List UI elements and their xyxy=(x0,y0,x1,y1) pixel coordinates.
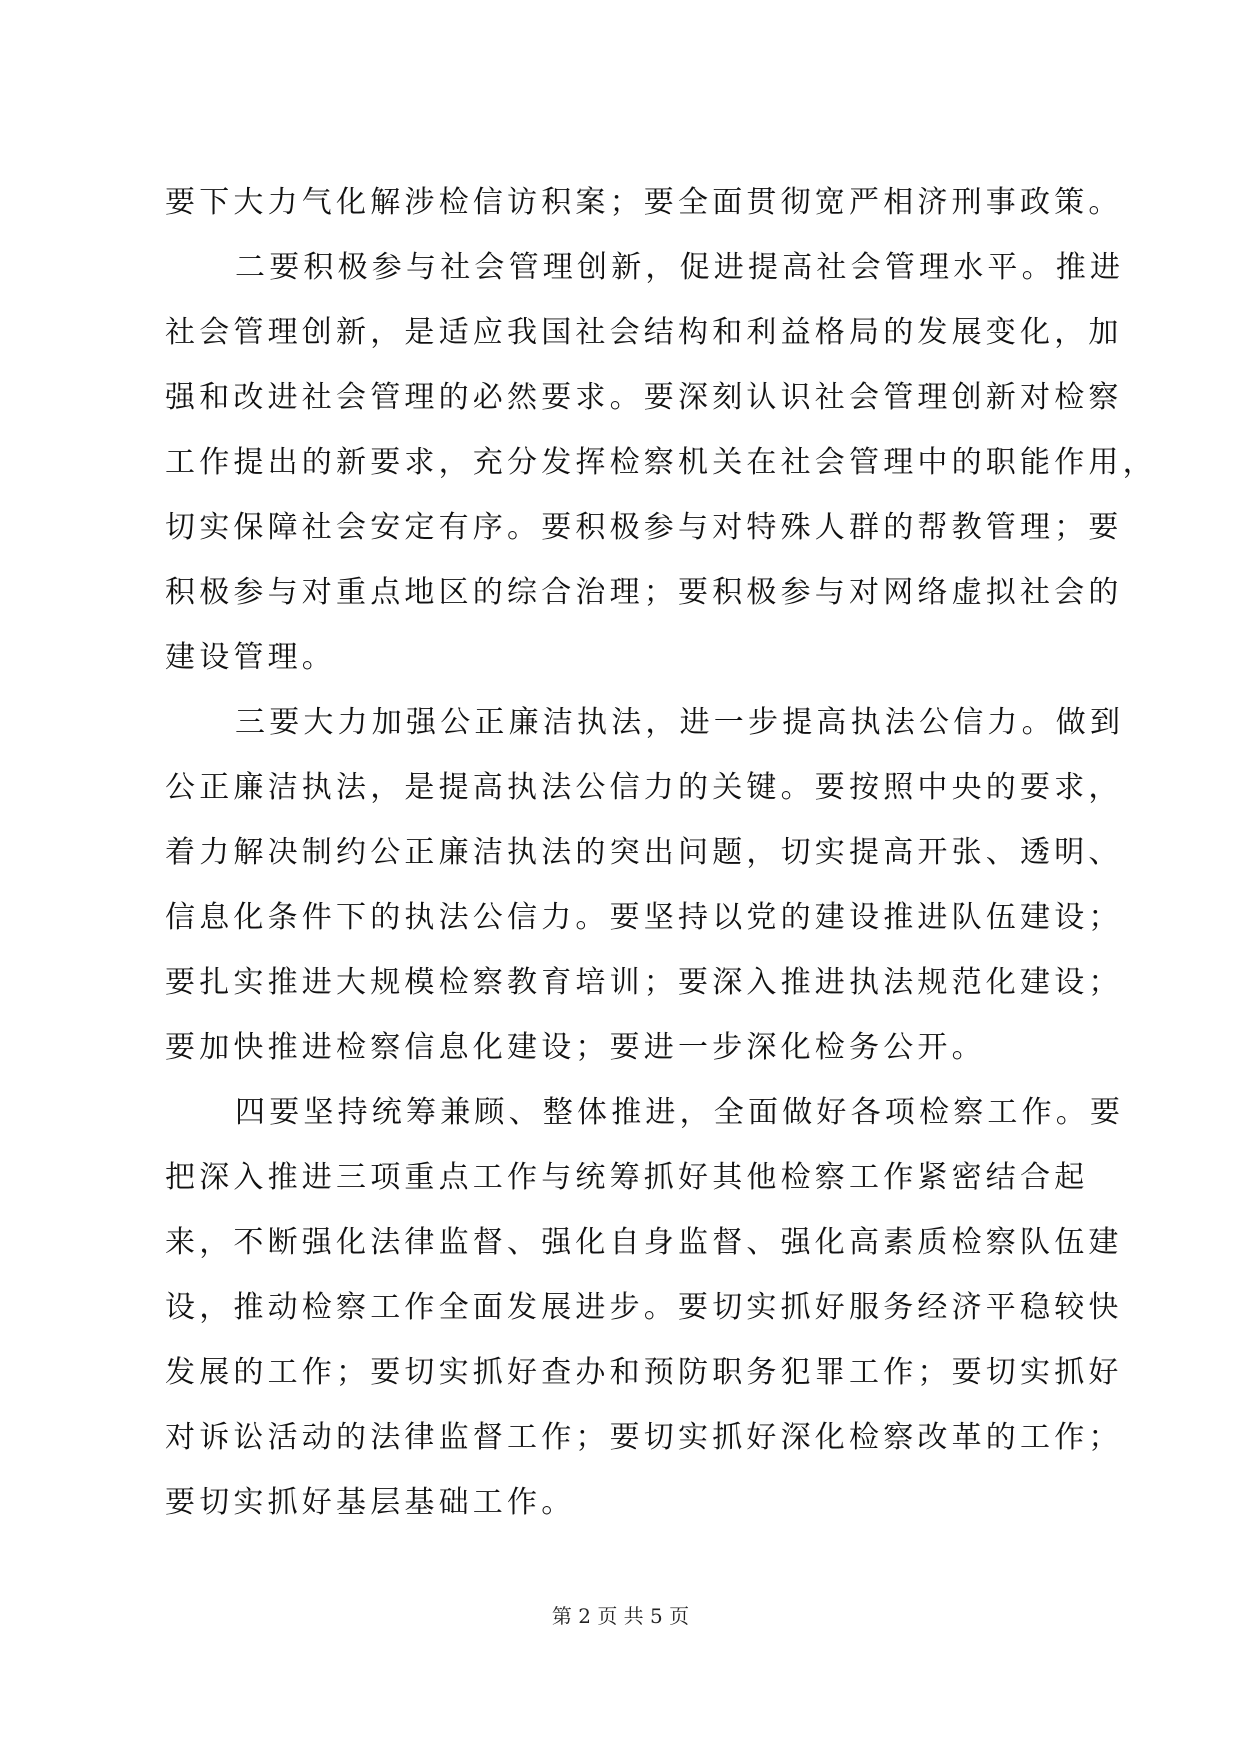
text-line: 公正廉洁执法，是提高执法公信力的关键。要按照中央的要求， xyxy=(165,770,1123,805)
paragraph-first-line: 二要积极参与社会管理创新，促进提高社会管理水平。推进 xyxy=(235,250,1125,285)
text-line: 积极参与对重点地区的综合治理；要积极参与对网络虚拟社会的 xyxy=(165,575,1123,610)
paragraph-first-line: 三要大力加强公正廉洁执法，进一步提高执法公信力。做到 xyxy=(235,705,1125,740)
text-line: 要下大力气化解涉检信访积案；要全面贯彻宽严相济刑事政策。 xyxy=(165,185,1123,220)
paragraph-first-line: 四要坚持统筹兼顾、整体推进，全面做好各项检察工作。要 xyxy=(235,1095,1125,1130)
text-line: 切实保障社会安定有序。要积极参与对特殊人群的帮教管理；要 xyxy=(165,510,1123,545)
text-line: 发展的工作；要切实抓好查办和预防职务犯罪工作；要切实抓好 xyxy=(165,1355,1123,1390)
text-line: 着力解决制约公正廉洁执法的突出问题，切实提高开张、透明、 xyxy=(165,835,1123,870)
body-text xyxy=(165,170,1157,1535)
text-line: 工作提出的新要求，充分发挥检察机关在社会管理中的职能作用， xyxy=(165,445,1157,480)
text-line: 对诉讼活动的法律监督工作；要切实抓好深化检察改革的工作； xyxy=(165,1420,1123,1455)
text-line: 要扎实推进大规模检察教育培训；要深入推进执法规范化建设； xyxy=(165,965,1123,1000)
text-line: 建设管理。 xyxy=(165,640,336,675)
text-line: 强和改进社会管理的必然要求。要深刻认识社会管理创新对检察 xyxy=(165,380,1123,415)
text-line: 设，推动检察工作全面发展进步。要切实抓好服务经济平稳较快 xyxy=(165,1290,1123,1325)
text-line: 把深入推进三项重点工作与统筹抓好其他检察工作紧密结合起 xyxy=(165,1160,1089,1195)
page-number-footer: 第 2 页 共 5 页 xyxy=(551,1604,690,1628)
text-line: 要加快推进检察信息化建设；要进一步深化检务公开。 xyxy=(165,1030,986,1065)
text-line: 信息化条件下的执法公信力。要坚持以党的建设推进队伍建设； xyxy=(165,900,1123,935)
text-line: 要切实抓好基层基础工作。 xyxy=(165,1485,576,1520)
text-line: 社会管理创新，是适应我国社会结构和利益格局的发展变化，加 xyxy=(165,315,1123,350)
text-line: 来，不断强化法律监督、强化自身监督、强化高素质检察队伍建 xyxy=(165,1225,1123,1260)
